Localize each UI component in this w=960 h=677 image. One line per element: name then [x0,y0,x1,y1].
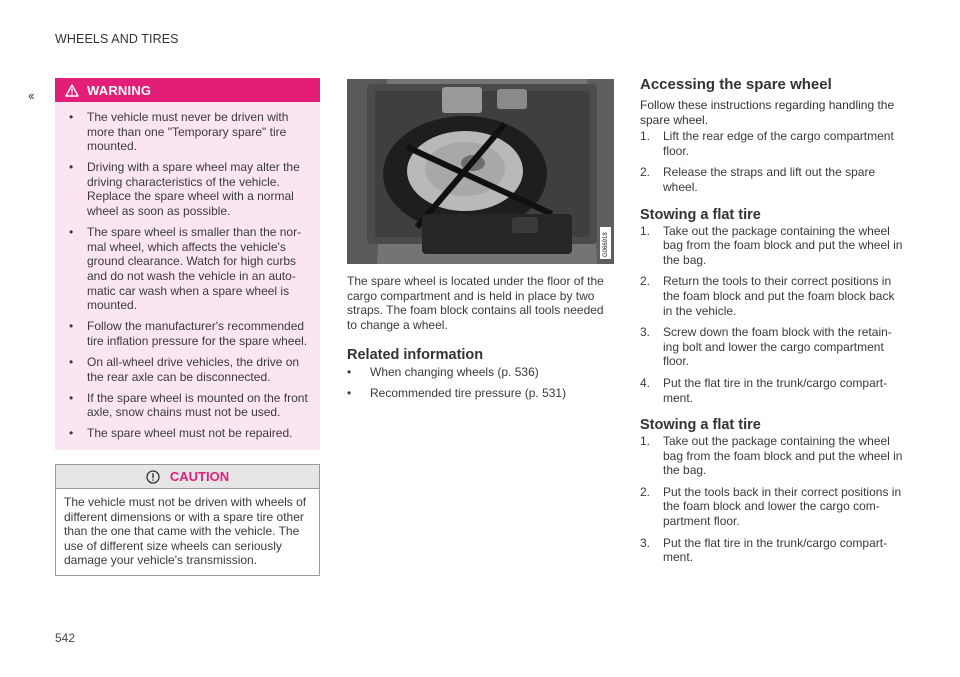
caution-box [55,464,320,576]
list-item: • Follow the manufacturer's recommended tire inflation pressure for the spare wheel. [69,319,308,348]
caution-text: The vehicle must not be driven with wheels of different dimensions or with a spare tire other than the one that came with the vehicle. The use of different size wheels can seriously damage your vehicle's transmission. [64,495,307,568]
bullet: • [347,386,352,401]
related-info [347,347,612,407]
related-link[interactable]: • Recommended tire pressure (p. 531) [347,386,567,401]
caution-title: CAUTION [169,469,230,484]
steps-list [640,129,904,194]
list-item: 2. Return the tools to their correct positions in the foam block and put the foam block back in the vehicle. [640,274,895,318]
section-title: Accessing the spare wheel [640,76,832,93]
bullet: • [69,110,74,124]
bullet: • [69,160,74,175]
warning-list [55,102,320,441]
list-item: • On all-wheel drive vehicles, the drive on the rear axle can be disconnected. [69,354,300,384]
caution-exclamation-icon [146,470,160,484]
list-item: 3. Screw down the foam block with the retain-ing bolt and lower the cargo compartment floor. [640,325,892,369]
bullet: • [69,390,74,405]
spare-wheel-description: The spare wheel is located under the floor of the cargo compartment and is held in place by two straps. The foam block contains all tools needed to change a wheel. [347,274,604,332]
steps-list [640,434,904,565]
figure-code: G066918 [603,232,609,257]
list-item: 2. Put the tools back in their correct positions in the foam block and lower the cargo com-partment floor. [640,484,902,529]
bullet: • [69,225,74,240]
list-item: 3. Put the flat tire in the trunk/cargo compart-ment. [640,535,888,565]
subsection-title: Stowing a flat tire [640,417,761,434]
caution-header [56,465,319,489]
list-item: • If the spare wheel is mounted on the front axle, snow chains must not be used. [69,390,308,420]
warning-box [55,78,320,450]
bullet: • [69,354,74,369]
list-item: • The vehicle must never be driven with more than one "Temporary spare" tire mounted. [69,110,289,154]
subsection-title: Stowing a flat tire [640,206,761,223]
list-item: 1. Lift the rear edge of the cargo compartment floor. [640,129,894,158]
list-item: • Driving with a spare wheel may alter the driving characteristics of the vehicle. Replace the spare wheel with a normal wheel as soon as possible. [69,160,300,219]
list-item: 2. Release the straps and lift out the spare wheel. [640,165,876,194]
list-item: 1. Take out the package containing the wheel bag from the foam block and put the wheel in the bag. [640,223,903,267]
page-number: 542 [55,631,76,645]
back-nav-icon[interactable]: ‹‹ [28,88,33,103]
spare-wheel-photo [347,79,614,264]
related-link[interactable]: • When changing wheels (p. 536) [347,365,539,379]
related-list [347,365,612,401]
list-item: 1. Take out the package containing the wheel bag from the foam block and put the wheel in the bag. [640,434,903,478]
related-title: Related information [347,347,484,363]
list-item: 4. Put the flat tire in the trunk/cargo compart-ment. [640,375,888,405]
warning-title: WARNING [87,82,152,98]
intro-text: Follow these instructions regarding handling the spare wheel. [640,98,895,127]
warning-triangle-icon [65,84,79,97]
bullet: • [69,319,74,334]
list-item: • The spare wheel is smaller than the nor-mal wheel, which affects the vehicle's ground clearance. Watch for high curbs and do not wash the vehicle in an auto-matic car wash when a spare wheel is mounted. [69,225,302,313]
bullet: • [69,426,74,441]
warning-header [55,78,320,102]
bullet: • [347,365,352,379]
section-header: WHEELS AND TIRES [55,32,179,46]
list-item: • The spare wheel must not be repaired. [69,426,293,441]
steps-list [640,224,904,406]
right-column [640,76,904,572]
